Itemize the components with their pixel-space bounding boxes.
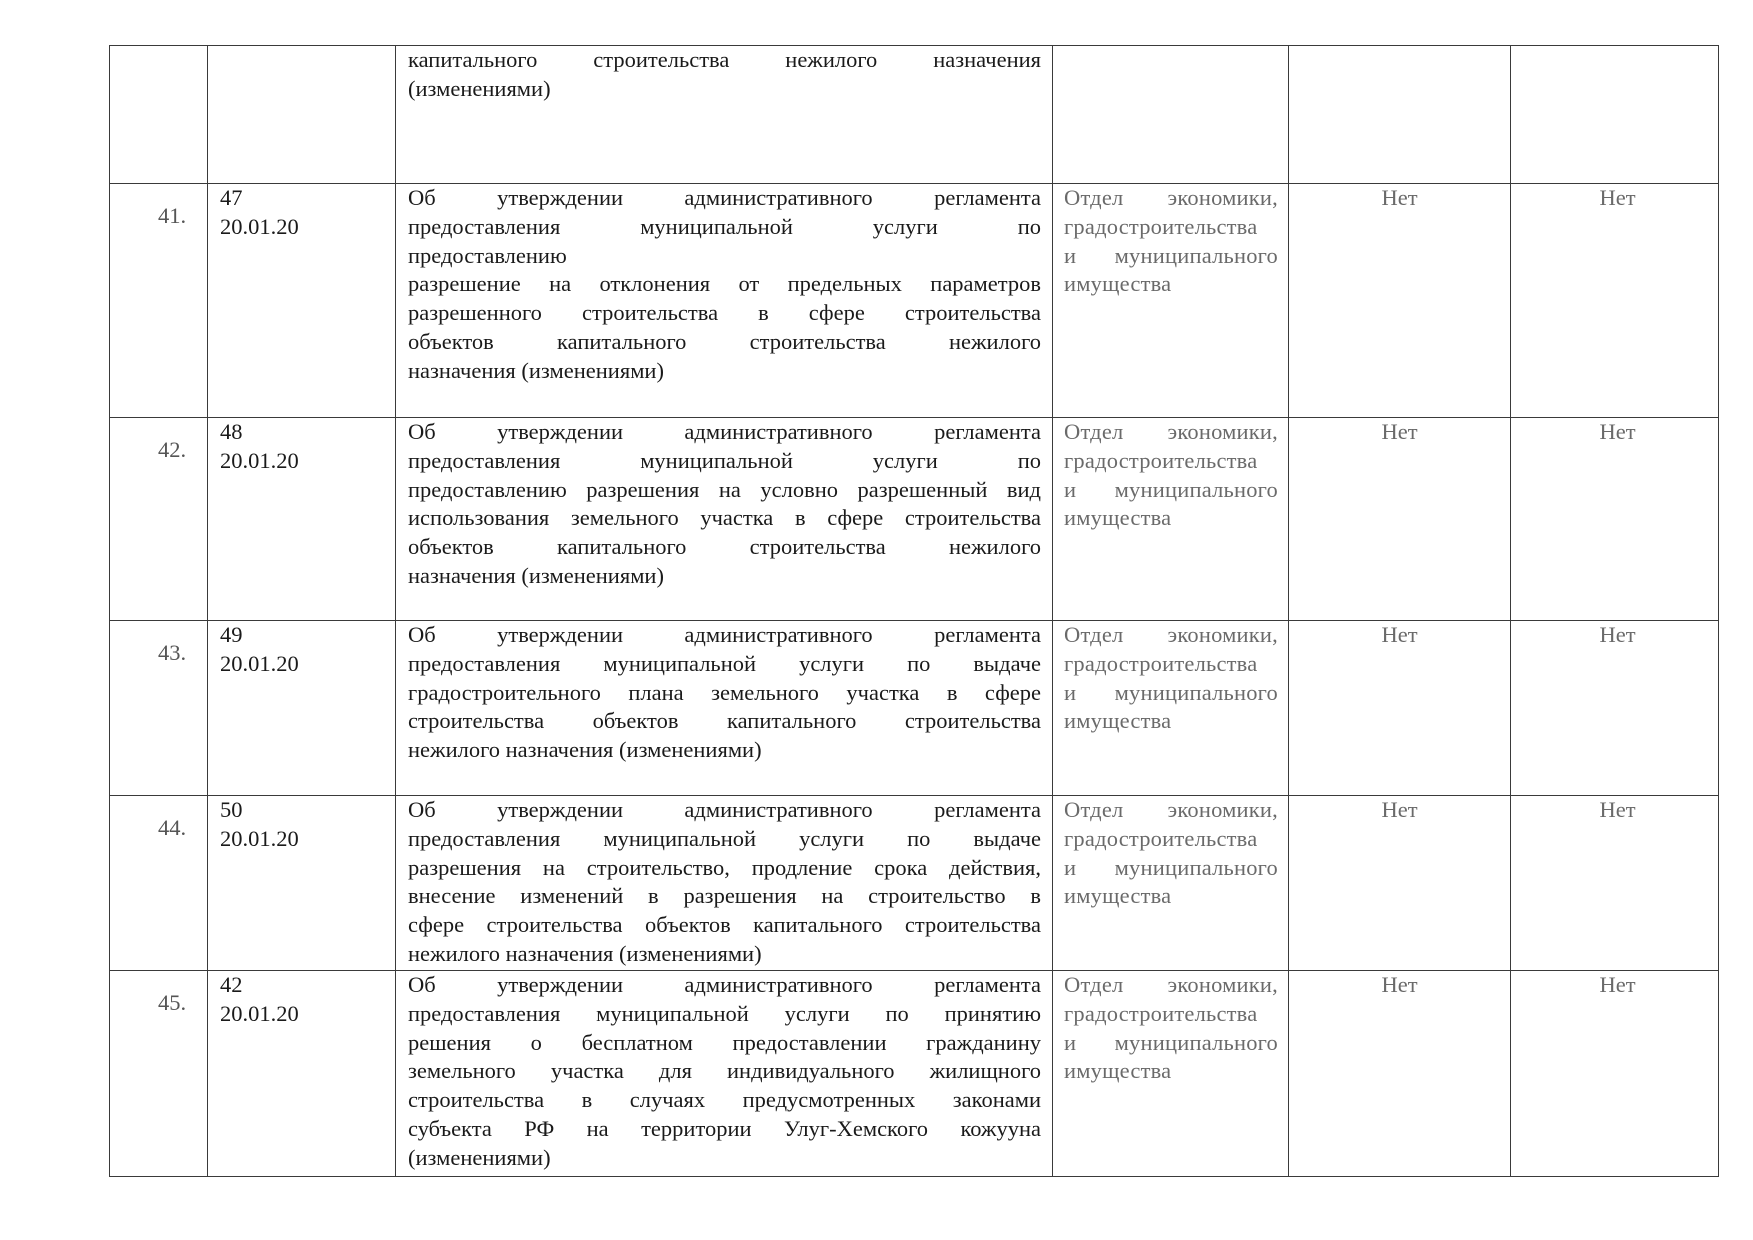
table-row <box>110 621 1719 796</box>
document-number: 49 <box>220 622 243 647</box>
document-ref-cell <box>208 418 396 621</box>
document-title-line: предоставлению <box>408 242 567 268</box>
document-date: 20.01.20 <box>220 447 299 473</box>
document-title-line: капитального строительства нежилого назначения <box>408 47 1041 72</box>
document-title-line: разрешение на отклонения от предельных параметров <box>408 271 1041 297</box>
department-cell <box>1053 184 1289 418</box>
document-title-line: предоставления муниципальной услуги по принятию <box>408 1000 1041 1026</box>
document-ref-cell <box>208 621 396 796</box>
table-row <box>110 796 1719 971</box>
flag-value: Нет <box>1599 185 1636 210</box>
document-title-line: назначения (изменениями) <box>408 562 664 588</box>
table-row <box>110 418 1719 621</box>
department-line: имущества <box>1064 271 1172 297</box>
document-title-line: (изменениями) <box>408 75 551 101</box>
row-number: 44. <box>158 815 187 840</box>
document-number: 48 <box>220 419 243 444</box>
department-line: Отдел экономики, <box>1064 797 1278 822</box>
document-title-line: строительства в случаях предусмотренных законами <box>408 1087 1041 1113</box>
document-title-line: использования земельного участка в сфере строительства <box>408 505 1041 531</box>
document-title-line: Об утверждении административного регламента <box>408 972 1041 997</box>
row-number: 43. <box>158 640 187 665</box>
row-number: 42. <box>158 437 187 462</box>
document-ref-cell <box>208 796 396 971</box>
department-line: градостроительства <box>1064 447 1258 473</box>
row-number-cell <box>110 184 208 418</box>
flag-cell-b <box>1511 796 1719 971</box>
document-date: 20.01.20 <box>220 650 299 676</box>
row-number-cell <box>110 971 208 1177</box>
department-line: и муниципального <box>1064 476 1278 502</box>
department-cell <box>1053 418 1289 621</box>
document-title-line: объектов капитального строительства нежилого <box>408 328 1041 354</box>
document-number: 42 <box>220 972 243 997</box>
document-number: 50 <box>220 797 243 822</box>
department-line: градостроительства <box>1064 1000 1258 1026</box>
document-number: 47 <box>220 185 243 210</box>
document-title-line: Об утверждении административного регламента <box>408 622 1041 647</box>
row-number: 41. <box>158 203 187 228</box>
flag-value: Нет <box>1381 797 1418 822</box>
row-number-cell <box>110 46 208 184</box>
document-title-line: земельного участка для индивидуального жилищного <box>408 1058 1041 1084</box>
department-line: имущества <box>1064 1058 1172 1084</box>
flag-value: Нет <box>1599 419 1636 444</box>
document-title-cell <box>396 184 1053 418</box>
document-title-cell <box>396 621 1053 796</box>
document-title-line: Об утверждении административного регламента <box>408 797 1041 822</box>
flag-cell-b <box>1511 418 1719 621</box>
department-cell <box>1053 621 1289 796</box>
document-title-line: разрешенного строительства в сфере строительства <box>408 300 1041 326</box>
department-line: градостроительства <box>1064 825 1258 851</box>
document-title-cell <box>396 796 1053 971</box>
department-line: Отдел экономики, <box>1064 622 1278 647</box>
document-title-line: (изменениями) <box>408 1144 551 1170</box>
flag-cell-b <box>1511 184 1719 418</box>
document-title-line: предоставления муниципальной услуги по <box>408 447 1041 473</box>
department-line: градостроительства <box>1064 213 1258 239</box>
flag-cell-b <box>1511 621 1719 796</box>
table-row <box>110 184 1719 418</box>
flag-cell-a <box>1289 184 1511 418</box>
department-line: имущества <box>1064 708 1172 734</box>
flag-cell-b <box>1511 971 1719 1177</box>
flag-value: Нет <box>1381 622 1418 647</box>
document-title-cell <box>396 46 1053 184</box>
department-line: имущества <box>1064 883 1172 909</box>
flag-cell-a <box>1289 46 1511 184</box>
flag-value: Нет <box>1599 972 1636 997</box>
document-title-line: Об утверждении административного регламента <box>408 419 1041 444</box>
document-title-line: назначения (изменениями) <box>408 357 664 383</box>
document-title-line: решения о бесплатном предоставлении гражданину <box>408 1029 1041 1055</box>
document-ref-cell <box>208 46 396 184</box>
flag-value: Нет <box>1381 185 1418 210</box>
department-cell <box>1053 971 1289 1177</box>
department-line: имущества <box>1064 505 1172 531</box>
department-line: Отдел экономики, <box>1064 185 1278 210</box>
row-number: 45. <box>158 990 187 1015</box>
document-title-line: строительства объектов капитального строительства <box>408 708 1041 734</box>
document-date: 20.01.20 <box>220 1000 299 1026</box>
flag-value: Нет <box>1599 797 1636 822</box>
flag-value: Нет <box>1599 622 1636 647</box>
table-row <box>110 971 1719 1177</box>
document-date: 20.01.20 <box>220 825 299 851</box>
department-line: и муниципального <box>1064 679 1278 705</box>
document-title-line: сфере строительства объектов капитального строительства <box>408 912 1041 938</box>
department-line: градостроительства <box>1064 650 1258 676</box>
flag-cell-b <box>1511 46 1719 184</box>
document-title-line: субъекта РФ на территории Улуг-Хемского кожууна <box>408 1115 1041 1141</box>
department-cell <box>1053 796 1289 971</box>
document-title-line: внесение изменений в разрешения на строительство в <box>408 883 1041 909</box>
document-ref-cell <box>208 184 396 418</box>
document-title-line: предоставлению разрешения на условно разрешенный вид <box>408 476 1041 502</box>
document-title-line: градостроительного плана земельного участка в сфере <box>408 679 1041 705</box>
flag-cell-a <box>1289 971 1511 1177</box>
flag-value: Нет <box>1381 972 1418 997</box>
department-line: и муниципального <box>1064 242 1278 268</box>
document-title-line: предоставления муниципальной услуги по <box>408 213 1041 239</box>
document-title-line: предоставления муниципальной услуги по выдаче <box>408 650 1041 676</box>
document-ref-cell <box>208 971 396 1177</box>
document-title-cell <box>396 418 1053 621</box>
row-number-cell <box>110 796 208 971</box>
document-title-line: объектов капитального строительства нежилого <box>408 534 1041 560</box>
register-table <box>109 45 1719 1177</box>
row-number-cell <box>110 621 208 796</box>
department-line: Отдел экономики, <box>1064 972 1278 997</box>
row-number-cell <box>110 418 208 621</box>
department-line: и муниципального <box>1064 1029 1278 1055</box>
flag-cell-a <box>1289 796 1511 971</box>
register-table-body <box>110 46 1719 1177</box>
department-line: и муниципального <box>1064 854 1278 880</box>
flag-value: Нет <box>1381 419 1418 444</box>
document-title-line: Об утверждении административного регламента <box>408 185 1041 210</box>
document-title-line: разрешения на строительство, продление срока действия, <box>408 854 1041 880</box>
department-cell <box>1053 46 1289 184</box>
document-date: 20.01.20 <box>220 213 299 239</box>
document-title-line: предоставления муниципальной услуги по выдаче <box>408 825 1041 851</box>
department-line: Отдел экономики, <box>1064 419 1278 444</box>
flag-cell-a <box>1289 418 1511 621</box>
document-title-line: нежилого назначения (изменениями) <box>408 737 762 763</box>
flag-cell-a <box>1289 621 1511 796</box>
document-title-line: нежилого назначения (изменениями) <box>408 940 762 966</box>
table-row <box>110 46 1719 184</box>
document-title-cell <box>396 971 1053 1177</box>
